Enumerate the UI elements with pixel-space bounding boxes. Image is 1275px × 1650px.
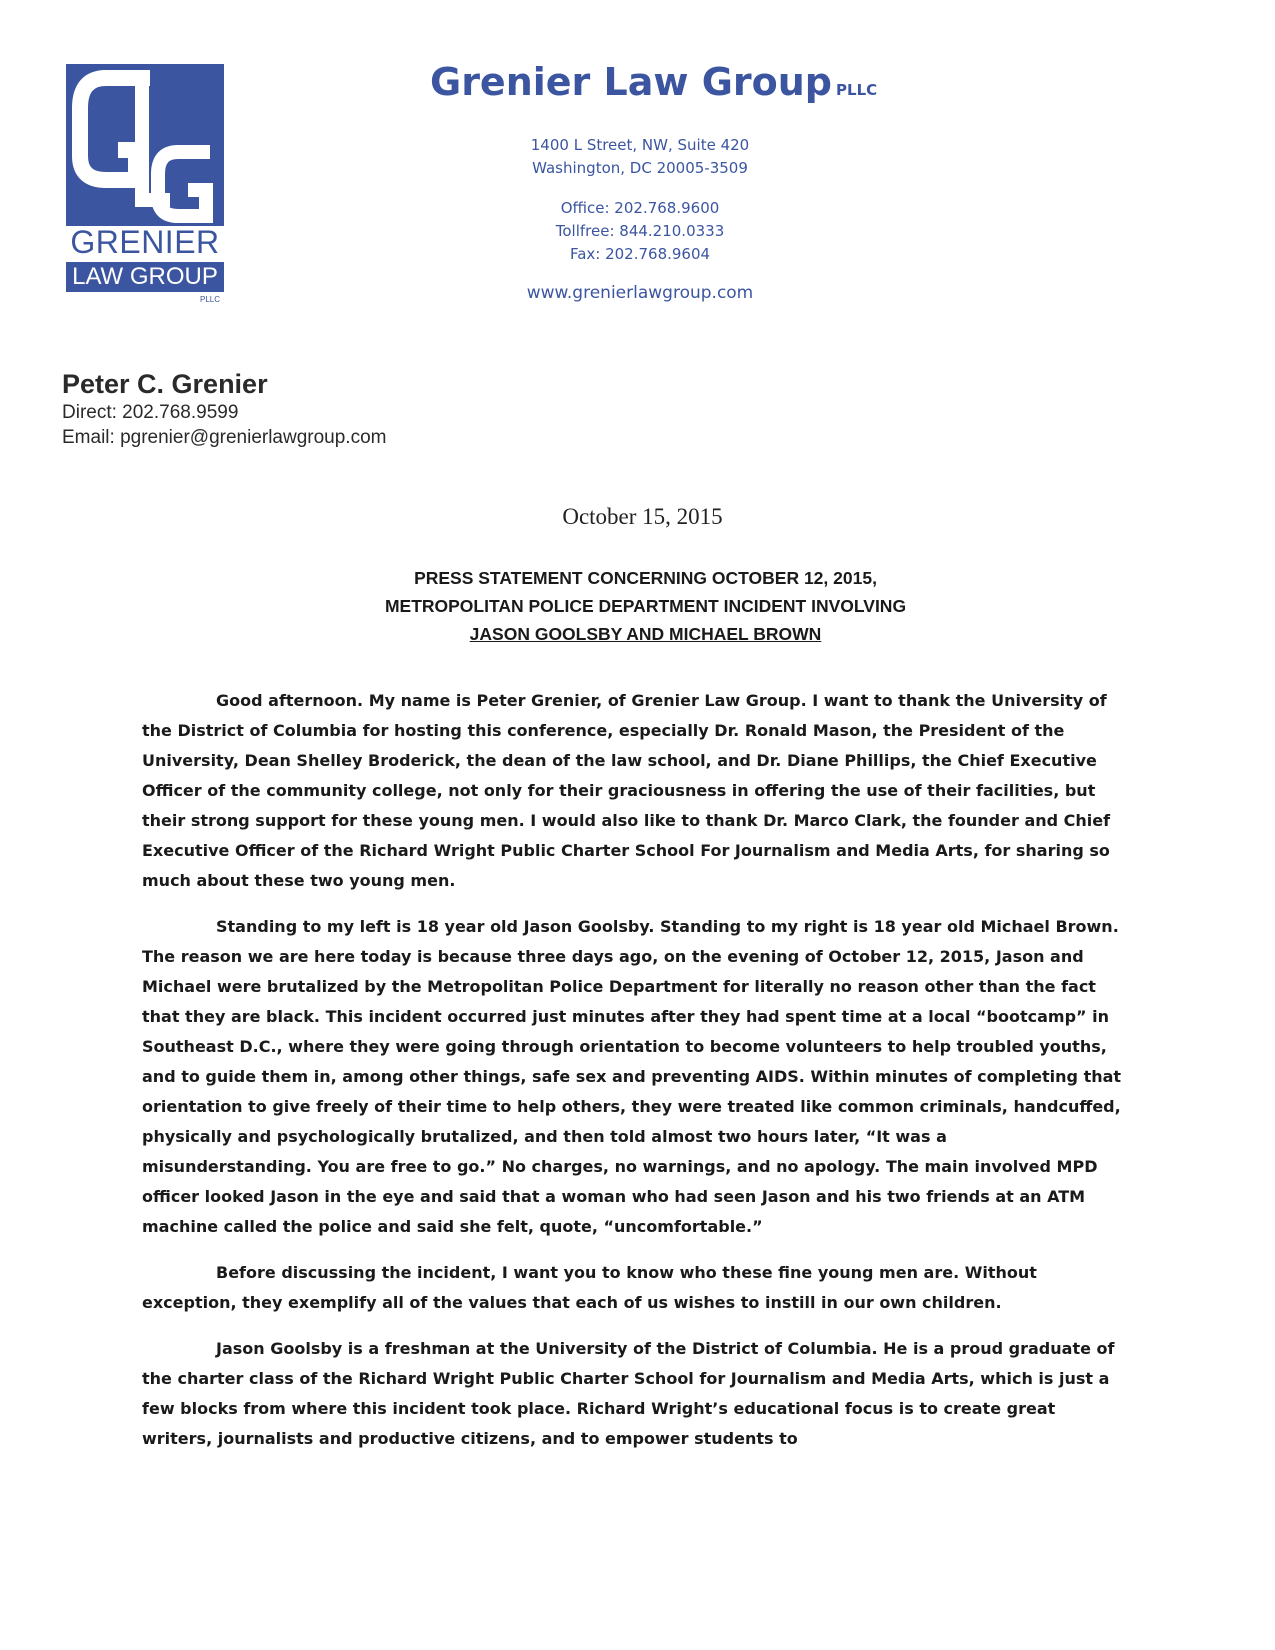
title-line: PRESS STATEMENT CONCERNING OCTOBER 12, 2015, (414, 568, 877, 588)
address-line: 1400 L Street, NW, Suite 420 (530, 136, 750, 154)
firm-name (430, 60, 878, 104)
tollfree-phone: Tollfree: 844.210.0333 (555, 222, 725, 240)
title-line: METROPOLITAN POLICE DEPARTMENT INCIDENT INVOLVING (384, 596, 907, 616)
logo-suffix: PLLC (199, 295, 220, 304)
attorney-block (62, 368, 386, 450)
attorney-direct-phone: Direct: 202.768.9599 (62, 402, 239, 423)
firm-phone-numbers (440, 197, 840, 266)
firm-website: www.grenierlawgroup.com (526, 283, 754, 303)
title-line-underlined: JASON GOOLSBY AND MICHAEL BROWN (469, 624, 822, 644)
office-phone: Office: 202.768.9600 (560, 199, 720, 217)
fax-number: Fax: 202.768.9604 (569, 245, 711, 263)
firm-name-suffix: PLLC (836, 81, 878, 99)
letter-date: October 15, 2015 (562, 504, 723, 529)
firm-name-text: Grenier Law Group (430, 60, 833, 104)
body-paragraph: Before discussing the incident, I want you to know who these fine young men are. Without exception, they exemplify all of the values that each of us wishes to instill in our own children. (142, 1263, 1037, 1312)
address-line: Washington, DC 20005-3509 (532, 159, 748, 177)
logo-wordmark-grenier: GRENIER (70, 224, 220, 260)
firm-logo (66, 64, 224, 304)
body-paragraph: Good afternoon. My name is Peter Grenier, of Grenier Law Group. I want to thank the University of the District of Columbia for hosting this conference, especially Dr. Ronald Mason, the President of the University, Dean Shelley Broderick, the dean of the law school, and Dr. Diane Phillips, the Chief Executive Officer of the community college, not only for their graciousness in offering the use of their facilities, but their strong support for these young men. I would also like to thank Dr. Marco Clark, the founder and Chief Executive Officer of the Richard Wright Public Charter School For Journalism and Media Arts, for sharing so much about these two young men. (142, 691, 1111, 890)
logo-monogram (66, 64, 224, 226)
statement-title (0, 564, 1275, 648)
body-paragraph: Jason Goolsby is a freshman at the University of the District of Columbia. He is a proud graduate of the charter class of the Richard Wright Public Charter School for Journalism and Media Arts, which is just a few blocks from where this incident took place. Richard Wright’s educational focus is to create great writers, journalists and productive citizens, and to empower students to (142, 1339, 1115, 1448)
statement-body (142, 686, 1122, 1454)
attorney-name: Peter C. Grenier (62, 369, 268, 399)
attorney-email: Email: pgrenier@grenierlawgroup.com (62, 427, 387, 448)
glg-monogram-icon (66, 64, 224, 226)
body-paragraph: Standing to my left is 18 year old Jason Goolsby. Standing to my right is 18 year old Michael Brown. The reason we are here today is because three days ago, on the evening of October 12, 2015, Jason and Michael were brutalized by the Metropolitan Police Department for literally no reason other than the fact that they are black. This incident occurred just minutes after they had spent time at a local “bootcamp” in Southeast D.C., where they were going through orientation to become volunteers to help troubled youths, and to guide them in, among other things, safe sex and preventing AIDS. Within minutes of completing that orientation to give freely of their time to help others, they were treated like common criminals, handcuffed, physically and psychologically brutalized, and then told almost two hours later, “It was a misunderstanding. You are free to go.” No charges, no warnings, and no apology. The main involved MPD officer looked Jason in the eye and said that a woman who had seen Jason and his two friends at an ATM machine called the police and said she felt, quote, “uncomfortable.” (142, 917, 1122, 1236)
logo-wordmark-law-group: LAW GROUP (66, 262, 224, 292)
firm-address (440, 134, 840, 180)
